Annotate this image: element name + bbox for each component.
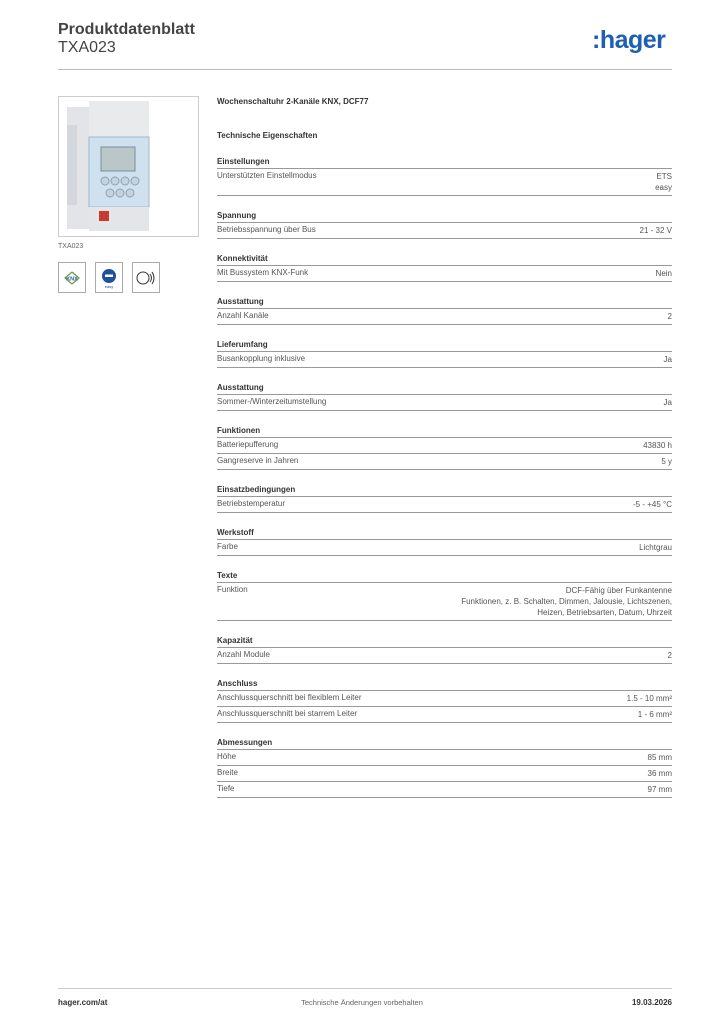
spec-value-line: 36 mm [647,769,672,778]
spec-label: Betriebsspannung über Bus [217,225,316,234]
spec-label: Gangreserve in Jahren [217,456,299,465]
spec-value [461,585,672,620]
product-name: Wochenschaltuhr 2-Kanäle KNX, DCF77 [217,97,369,106]
spec-value [643,440,672,453]
spec-value-line: Lichtgrau [639,543,672,552]
spec-label: Anzahl Kanäle [217,311,269,320]
spec-group [217,425,672,470]
spec-row [217,438,672,454]
spec-group [217,484,672,513]
dcf-antenna-icon [132,262,160,293]
spec-row [217,223,672,239]
spec-value-line: 2 [667,312,672,321]
footer-date: 19.03.2026 [631,998,672,1007]
spec-value-line: 1.5 - 10 mm² [626,694,672,703]
spec-value-line: DCF-Fähig über Funkantenne [565,586,672,595]
spec-label: Betriebstemperatur [217,499,286,508]
spec-value [655,171,672,195]
spec-row [217,266,672,282]
spec-group [217,382,672,411]
spec-group-title: Spannung [217,210,672,223]
spec-value-line: 97 mm [647,785,672,794]
spec-value [668,650,672,663]
spec-label: Anzahl Module [217,650,270,659]
spec-value-line: Ja [663,355,672,364]
certification-icons [58,262,160,293]
knx-logo-icon [58,262,86,293]
spec-value-line: Nein [655,269,672,278]
spec-value-line: Funktionen, z. B. Schalten, Dimmen, Jalousie, Lichtszenen, [461,597,672,606]
spec-value-line: 21 - 32 V [639,226,672,235]
spec-row [217,540,672,556]
spec-value-line: easy [655,183,672,192]
spec-label: Tiefe [217,784,235,793]
spec-row [217,169,672,196]
article-number: TXA023 [58,39,116,56]
spec-group-title: Kapazität [217,635,672,648]
spec-row [217,782,672,798]
spec-value [656,268,672,281]
spec-row [217,691,672,707]
spec-value-line: -5 - +45 °C [633,500,672,509]
spec-value [668,311,672,324]
spec-label: Sommer-/Winterzeitumstellung [217,397,327,406]
spec-label: Höhe [217,752,237,761]
spec-group [217,678,672,723]
spec-group [217,210,672,239]
spec-group [217,339,672,368]
spec-group-title: Ausstattung [217,382,672,395]
spec-value [627,693,672,706]
spec-group-title: Anschluss [217,678,672,691]
spec-value-line: Ja [663,398,672,407]
image-caption: TXA023 [58,243,84,250]
spec-value-line: 43830 h [643,441,672,450]
section-heading: Technische Eigenschaften [217,131,318,140]
spec-label: Anschlussquerschnitt bei starrem Leiter [217,709,358,718]
spec-row [217,309,672,325]
spec-label: Mit Bussystem KNX-Funk [217,268,309,277]
spec-group-title: Einsatzbedingungen [217,484,672,497]
spec-group [217,253,672,282]
spec-group-title: Werkstoff [217,527,672,540]
spec-label: Farbe [217,542,238,551]
header-title: Produktdatenblatt [58,21,195,38]
spec-label: Batteriepufferung [217,440,279,449]
spec-label: Anschlussquerschnitt bei flexiblem Leiter [217,693,362,702]
spec-group-title: Ausstattung [217,296,672,309]
spec-group [217,156,672,196]
spec-group-title: Konnektivität [217,253,672,266]
spec-value-line: 1 - 6 mm² [637,710,672,719]
spec-value [664,397,672,410]
spec-value [640,225,672,238]
spec-groups [217,156,672,798]
hager-logo[interactable]: :hager [592,26,666,54]
spec-value-line: 2 [667,651,672,660]
spec-group [217,296,672,325]
svg-text:easy: easy [104,283,114,289]
spec-label: Busankopplung inklusive [217,354,306,363]
spec-group [217,737,672,798]
spec-group [217,527,672,556]
spec-value-line: Heizen, Betriebsarten, Datum, Uhrzeit [537,608,672,617]
spec-row [217,395,672,411]
spec-row [217,454,672,470]
spec-value [638,709,672,722]
spec-value [639,542,672,555]
spec-value [648,784,672,797]
spec-value [648,752,672,765]
spec-value-line: 5 y [661,457,672,466]
spec-label: Funktion [217,585,248,594]
footer-website[interactable]: hager.com/at [58,998,108,1007]
header-divider [58,69,672,70]
svg-text:KNX: KNX [66,276,78,282]
spec-value [633,499,672,512]
spec-row [217,707,672,723]
spec-label: Unterstützten Einstellmodus [217,171,317,180]
spec-group-title: Einstellungen [217,156,672,169]
spec-value-line: 85 mm [647,753,672,762]
spec-group [217,635,672,664]
spec-row [217,750,672,766]
spec-row [217,648,672,664]
spec-value [664,354,672,367]
spec-row [217,497,672,513]
spec-row [217,352,672,368]
spec-value [661,456,672,469]
spec-group-title: Texte [217,570,672,583]
spec-value [648,768,672,781]
logo-text: hager [599,26,666,54]
easy-logo-icon [95,262,123,293]
footer-note: Technische Änderungen vorbehalten [301,998,423,1007]
spec-row [217,583,672,621]
spec-row [217,766,672,782]
spec-group-title: Abmessungen [217,737,672,750]
spec-group [217,570,672,621]
spec-group-title: Funktionen [217,425,672,438]
spec-label: Breite [217,768,238,777]
product-image [58,96,199,237]
spec-group-title: Lieferumfang [217,339,672,352]
specification-table [217,96,672,798]
spec-value-line: ETS [656,172,672,181]
footer-divider [58,988,672,989]
